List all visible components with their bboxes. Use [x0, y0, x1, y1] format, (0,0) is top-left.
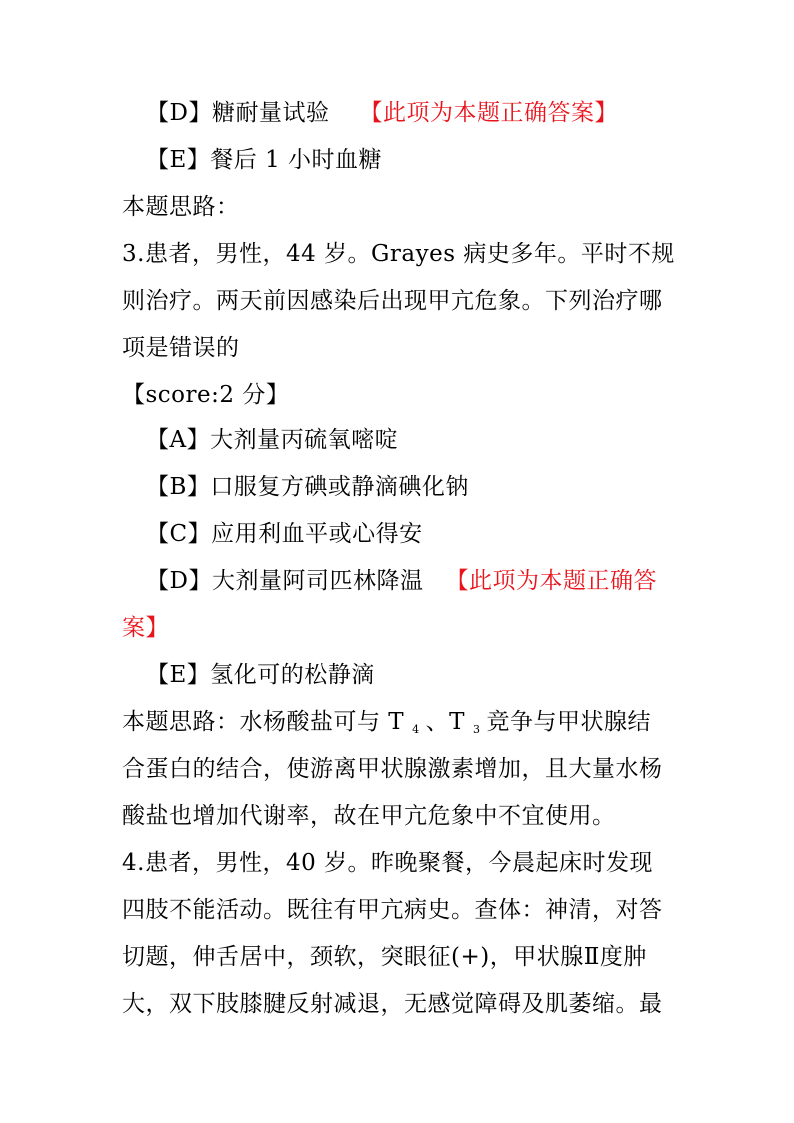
q4-stem-line-1: 4.患者，男性，40 岁。昨晚聚餐，今晨起床时发现 — [122, 850, 654, 876]
q2-option-d — [146, 93, 618, 133]
q2-analysis-label: 本题思路： — [122, 194, 240, 220]
q3-analysis-subscript-4: 4 — [412, 723, 420, 736]
q3-analysis-line-2: 合蛋白的结合，使游离甲状腺激素增加，且大量水杨 — [122, 756, 663, 782]
q2-option-d-text: 【D】糖耐量试验 — [146, 100, 330, 126]
q3-option-e: 【E】氢化可的松静滴 — [146, 662, 375, 688]
q3-option-c: 【C】应用利血平或心得安 — [146, 521, 423, 547]
q3-option-a: 【A】大剂量丙硫氧嘧啶 — [146, 427, 399, 453]
q4-stem-line-3: 切题，伸舌居中，颈软，突眼征(+)，甲状腺Ⅱ度肿 — [122, 944, 647, 970]
q3-option-d — [146, 561, 657, 601]
q3-analysis-text-3: 竞争与甲状腺结 — [486, 709, 651, 735]
q3-analysis-line-1 — [122, 702, 651, 742]
q3-correct-answer-mark-part1: 【此项为本题正确答 — [445, 568, 657, 594]
q4-stem-line-4: 大，双下肢膝腱反射减退，无感觉障碍及肌萎缩。最 — [122, 991, 663, 1017]
q3-analysis-line-3: 酸盐也增加代谢率，故在甲亢危象中不宜使用。 — [122, 803, 616, 829]
q3-correct-answer-mark-part2: 案】 — [122, 615, 169, 641]
q4-stem-line-2: 四肢不能活动。既往有甲亢病史。查体：神清，对答 — [122, 897, 663, 923]
q3-score: 【score:2 分】 — [122, 382, 290, 408]
q3-stem-line-3: 项是错误的 — [122, 335, 240, 361]
q3-analysis-text-1: 本题思路：水杨酸盐可与 T — [122, 709, 405, 735]
q3-option-d-text: 【D】大剂量阿司匹林降温 — [146, 568, 424, 594]
q3-analysis-text-2: 、T — [425, 709, 465, 735]
q3-analysis-subscript-3: 3 — [473, 723, 481, 736]
q3-stem-line-2: 则治疗。两天前因感染后出现甲亢危象。下列治疗哪 — [122, 288, 663, 314]
q3-stem-line-1: 3.患者，男性，44 岁。Grayes 病史多年。平时不规 — [122, 241, 675, 267]
q2-option-e: 【E】餐后 1 小时血糖 — [146, 147, 383, 173]
q3-option-b: 【B】口服复方碘或静滴碘化钠 — [146, 474, 469, 500]
q2-correct-answer-mark: 【此项为本题正确答案】 — [359, 100, 618, 126]
